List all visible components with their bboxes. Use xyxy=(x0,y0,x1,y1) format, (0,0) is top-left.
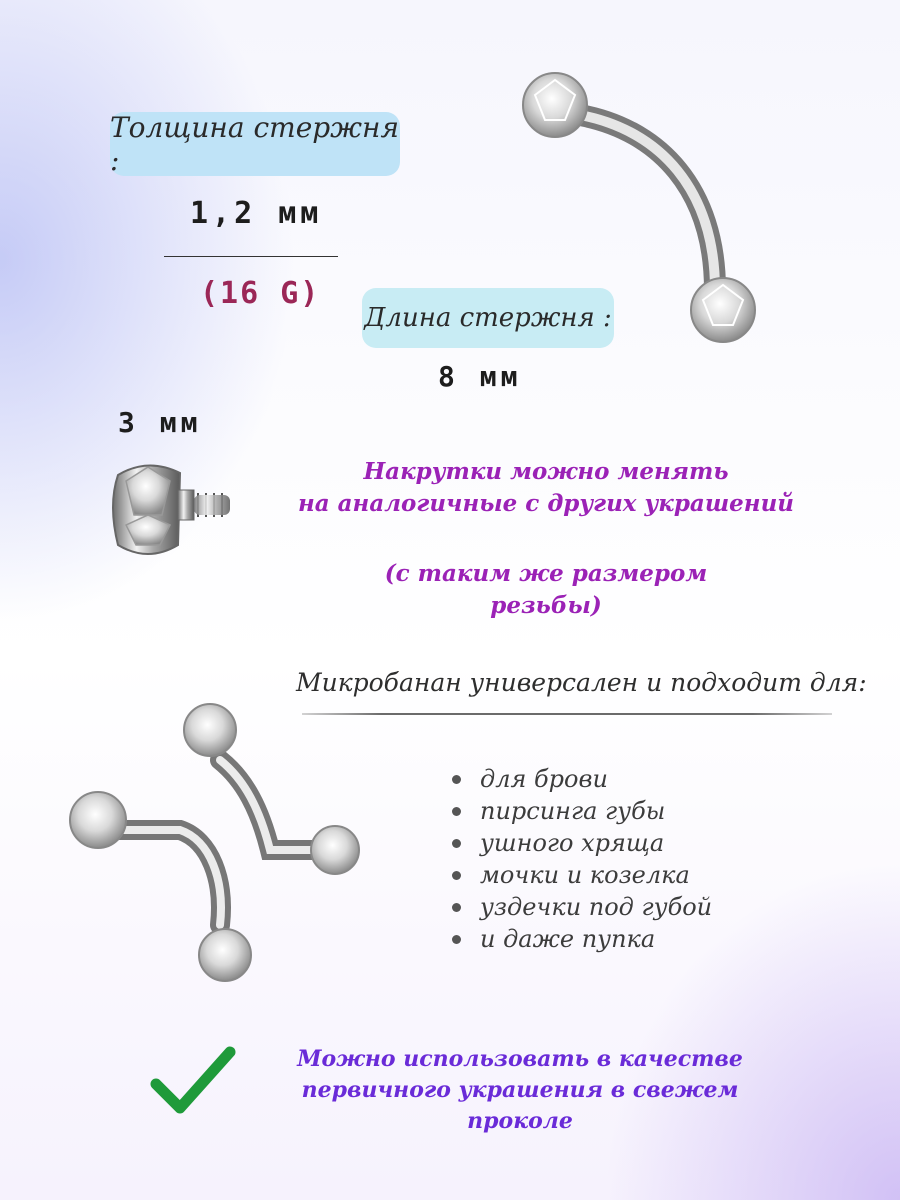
thread-note: (с таким же размером резьбы) xyxy=(384,560,708,619)
list-item-text: для брови xyxy=(480,765,608,793)
list-item-text: мочки и козелка xyxy=(480,861,690,889)
thickness-value: 1,2 мм xyxy=(190,196,323,231)
bullet-dot xyxy=(452,871,461,880)
bullet-dot xyxy=(452,839,461,848)
bullet-dot xyxy=(452,903,461,912)
list-item-text: пирсинга губы xyxy=(480,797,666,825)
curved-barbell-image xyxy=(510,60,810,360)
primary-use-line2: первичного украшения в свежем проколе xyxy=(301,1077,739,1134)
thickness-gauge: (16 G) xyxy=(200,276,321,311)
divider-line xyxy=(164,256,338,257)
list-item xyxy=(452,795,712,827)
uses-list xyxy=(452,763,712,955)
list-item-text: уздечки под губой xyxy=(480,893,713,921)
swap-note-line2: на аналогичные с других украшений xyxy=(297,490,795,517)
list-item xyxy=(452,923,712,955)
thickness-label: Толщина стержня : xyxy=(110,111,399,177)
bullet-dot xyxy=(452,807,461,816)
barbell-pair-image xyxy=(60,700,350,1000)
primary-use-line1: Можно использовать в качестве xyxy=(297,1046,743,1072)
length-value: 8 мм xyxy=(438,360,522,393)
list-item-text: и даже пупка xyxy=(480,925,656,953)
check-icon xyxy=(150,1046,236,1116)
suitability-heading: Микробанан универсален и подходит для: xyxy=(296,668,867,697)
head-size: 3 мм xyxy=(118,406,202,439)
heading-underline xyxy=(302,713,832,715)
list-item-text: ушного хряща xyxy=(480,829,665,857)
list-item xyxy=(452,827,712,859)
list-item xyxy=(452,763,712,795)
length-label: Длина стержня : xyxy=(364,303,612,333)
swap-note-line1: Накрутки можно менять xyxy=(363,458,729,485)
screw-ball-image xyxy=(98,445,248,575)
thickness-label-pill xyxy=(110,112,400,176)
swap-note xyxy=(296,456,796,520)
list-item xyxy=(452,859,712,891)
bullet-dot xyxy=(452,775,461,784)
primary-use-note xyxy=(250,1044,790,1137)
bullet-dot xyxy=(452,935,461,944)
list-item xyxy=(452,891,712,923)
